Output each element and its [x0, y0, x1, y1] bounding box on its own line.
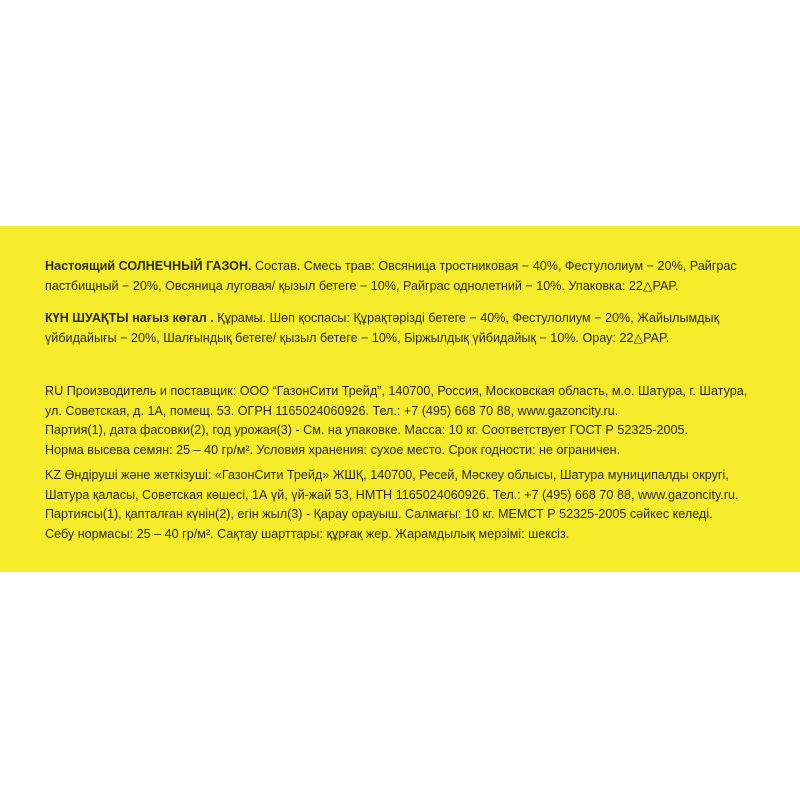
kz-manufacturer-info [45, 466, 785, 544]
ru-composition-paragraph [45, 257, 785, 296]
ru-composition-text: Состав. Смесь трав: Овсяница тростниковая − 40%, Фестулолиум − 20%, Райграс [251, 259, 737, 273]
kz-product-title: КҮН ШУАҚТЫ нағыз көгал . [45, 311, 214, 325]
ru-info-line: Норма высева семян: 25 – 40 гр/м². Условия хранения: сухое место. Срок годности: не ограничен. [45, 442, 621, 457]
kz-info-line: Партиясы(1), қапталған күнін(2), егін жыл(3) - Қарау орауыш. Салмағы: 10 кг. МЕМСТ Р 52325-2005 сәйкес келеді. [45, 507, 713, 521]
kz-composition-line-1 [45, 309, 785, 329]
kz-composition-text: Құрамы. Шөп қоспасы: Құрақтәрізді бетеге − 40%, Фестулолиум − 20%, Жайылымдық [213, 311, 720, 325]
kz-info-line: KZ Өндіруші және жеткізуші: «ГазонСити Трейд» ЖШҚ, 140700, Ресей, Мәскеу облысы, Шатура муниципалды округі, [45, 468, 729, 482]
kz-composition-paragraph [45, 309, 785, 348]
kz-info-line: Шатура қаласы, Советская көшесі, 1А үй, үй-жай 53, НМТН 1165024060926. Тел.: +7 (495) 668 70 88, www.gazoncity.ru. [45, 487, 739, 502]
ru-info-line: RU Производитель и поставщик: ООО “ГазонСити Трейд”, 140700, Россия, Московская область, м.о. Шатура, г. Шатура, [45, 384, 748, 398]
ru-manufacturer-info [45, 382, 785, 460]
ru-info-line: Партия(1), дата фасовки(2), год урожая(3) - См. на упаковке. Масса: 10 кг. Соответствует ГОСТ Р 52325-2005. [45, 423, 689, 437]
ru-composition-line-2: пастбищный − 20%, Овсяница луговая/ қызыл бетеге − 10%, Райграс однолетний − 10%. Упаковка: 22△PAP. [45, 278, 679, 293]
ru-info-line: ул. Советская, д. 1А, помещ. 53. ОГРН 1165024060926. Тел.: +7 (495) 668 70 88, www.gazoncity.ru. [45, 403, 619, 418]
ru-composition-line-1 [45, 257, 785, 277]
kz-info-line: Себу нормасы: 25 – 40 гр/м². Сақтау шарттары: құрғақ жер. Жарамдылық мерзімі: шексіз. [45, 526, 570, 541]
kz-composition-line-2: үйбидайығы − 20%, Шалғындық бетеге/ қызыл бетеге − 10%, Біржылдық үйбидайық − 10%. Орау: 22△PAP. [45, 330, 670, 345]
ru-product-title: Настоящий СОЛНЕЧНЫЙ ГАЗОН. [45, 259, 252, 273]
